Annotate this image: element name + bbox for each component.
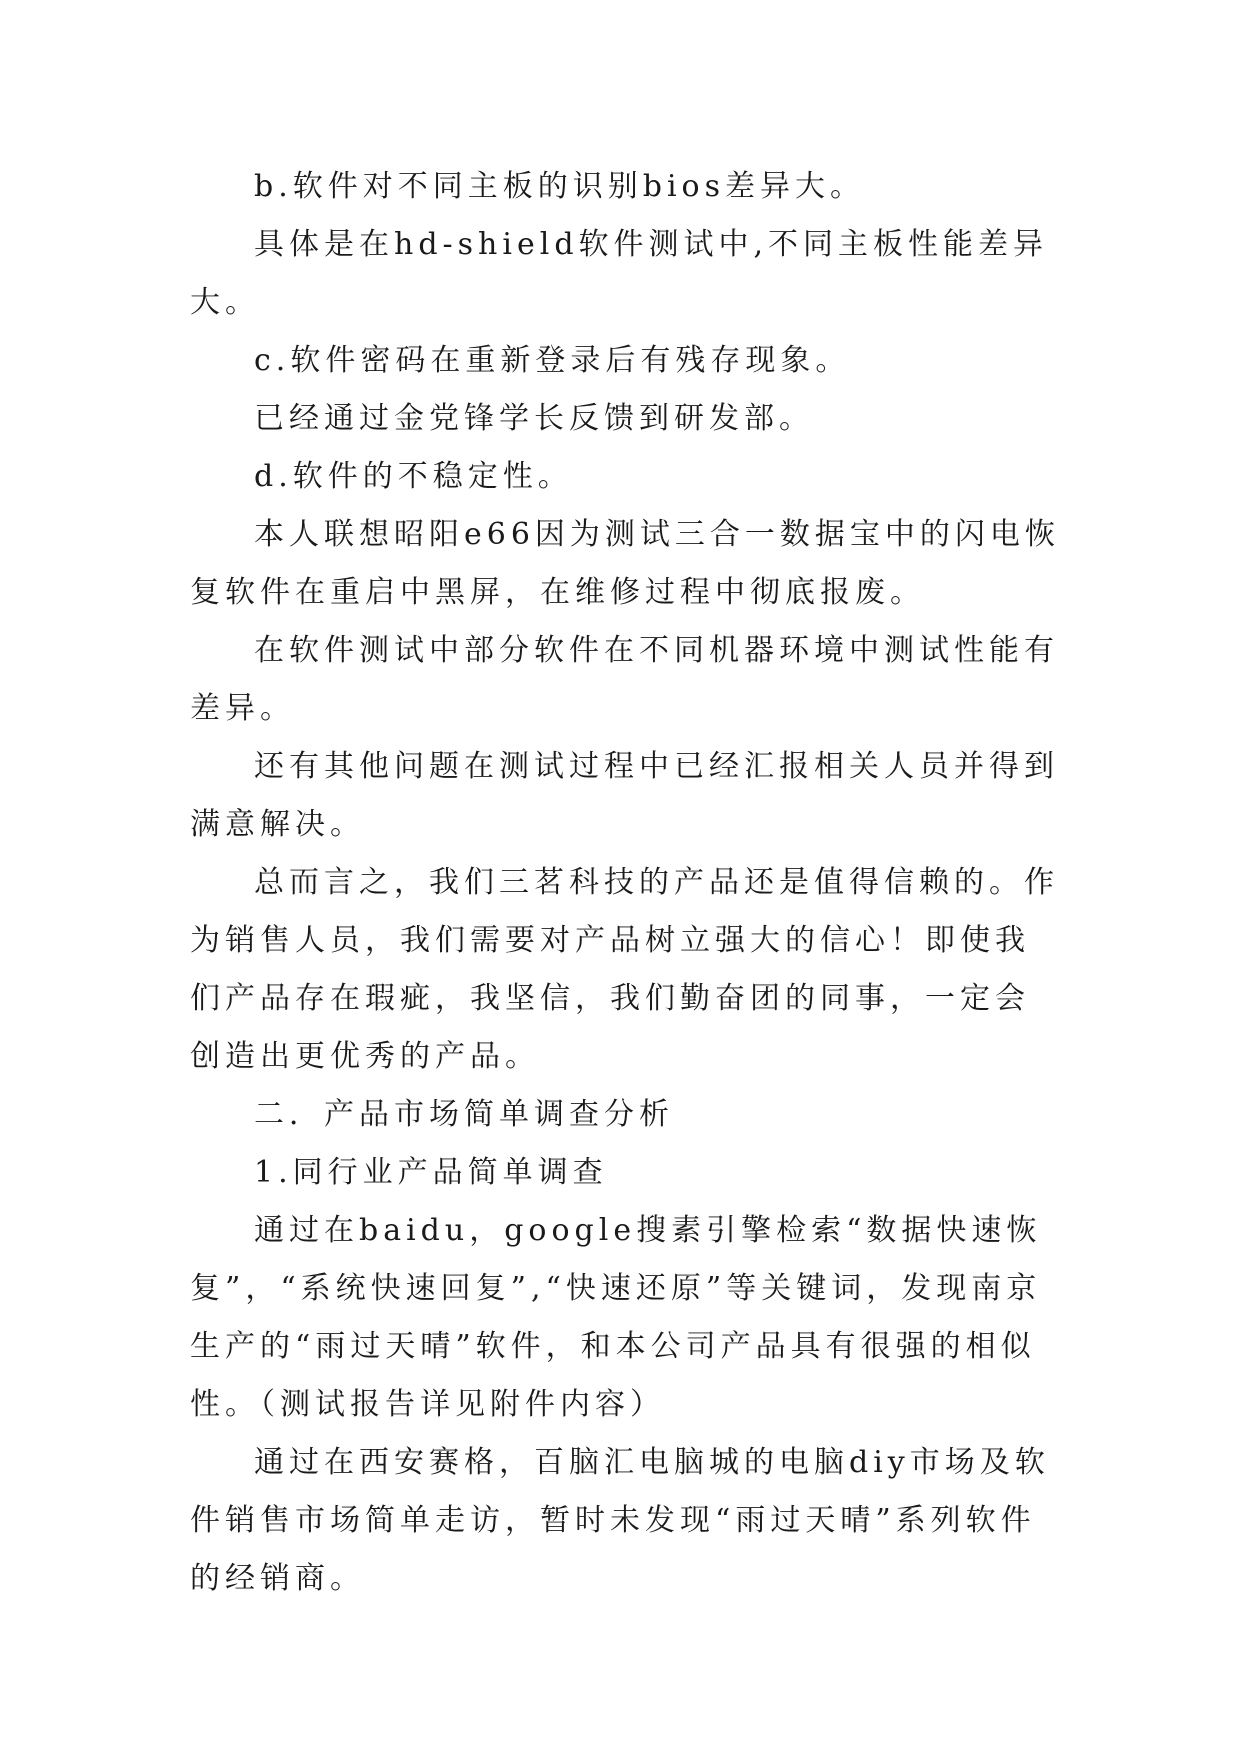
paragraph-password-residue: c.软件密码在重新登录后有残存现象。 (254, 343, 851, 378)
paragraph-summary: 总而言之，我们三茗科技的产品还是值得信赖的。作为销售人员，我们需要对产品树立强大的信心！即使我们产品存在瑕疵，我坚信，我们勤奋团的同事，一定会创造出更优秀的产品。 (190, 865, 1059, 1074)
paragraph-other-issues: 还有其他问题在测试过程中已经汇报相关人员并得到满意解决。 (190, 749, 1059, 842)
paragraph-motherboard-bios: b.软件对不同主板的识别bios差异大。 (254, 169, 865, 204)
paragraph-market-visit: 通过在西安赛格，百脑汇电脑城的电脑diy市场及软件销售市场简单走访，暂时未发现“雨过天晴”系列软件的经销商。 (190, 1445, 1050, 1596)
subsection-heading-competitor-survey: 1.同行业产品简单调查 (254, 1155, 608, 1190)
paragraph-hd-shield-test: 具体是在hd-shield软件测试中,不同主板性能差异大。 (190, 227, 1049, 320)
paragraph-instability: d.软件的不稳定性。 (254, 459, 573, 494)
paragraph-laptop-scrapped: 本人联想昭阳e66因为测试三合一数据宝中的闪电恢复软件在重启中黑屏，在维修过程中彻底报废。 (190, 517, 1060, 610)
paragraph-environment-difference: 在软件测试中部分软件在不同机器环境中测试性能有差异。 (190, 633, 1059, 726)
section-heading-market-analysis: 二．产品市场简单调查分析 (254, 1097, 674, 1132)
paragraph-search-findings: 通过在baidu，google搜素引擎检索“数据快速恢复”，“系统快速回复”,“快速还原”等关键词，发现南京生产的“雨过天晴”软件，和本公司产品具有很强的相似性。（测试报告详见附件内容） (190, 1213, 1042, 1422)
document-body (190, 158, 1060, 1608)
paragraph-feedback-rd: 已经通过金党锋学长反馈到研发部。 (254, 401, 814, 436)
